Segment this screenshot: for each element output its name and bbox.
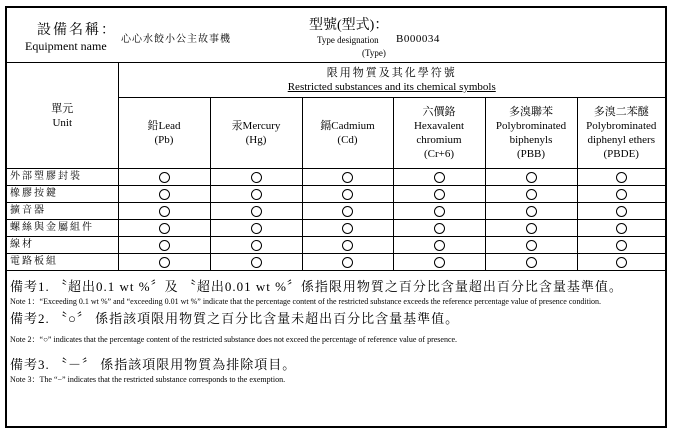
equipment-name-value: 心心水餃小公主故事機 xyxy=(121,34,231,45)
circle-compliant-icon xyxy=(342,257,353,268)
circle-compliant-icon xyxy=(342,189,353,200)
note-2-zh: 備考2. 〝○〞 係指該項限用物質之百分比含量未超出百分比含量基準值。 xyxy=(10,311,460,326)
circle-compliant-icon xyxy=(251,172,262,183)
table-cell xyxy=(393,237,485,254)
table-cell xyxy=(302,169,393,186)
table-cell xyxy=(393,203,485,220)
circle-compliant-icon xyxy=(616,240,627,251)
column-name-zh: 多溴聯苯 xyxy=(509,106,553,118)
circle-compliant-icon xyxy=(616,206,627,217)
circle-compliant-icon xyxy=(159,172,170,183)
equipment-label-zh: 設備名稱： xyxy=(37,23,117,38)
circle-compliant-icon xyxy=(526,240,537,251)
circle-compliant-icon xyxy=(616,257,627,268)
type-designation-value: B000034 xyxy=(396,33,440,45)
note-3-en: Note 3：The “−” indicates that the restricted substance corresponds to the exemption. xyxy=(10,375,286,384)
column-name-zh: 六價鉻 xyxy=(422,106,456,118)
table-cell xyxy=(393,254,485,271)
circle-compliant-icon xyxy=(434,223,445,234)
table-cell xyxy=(118,220,210,237)
circle-compliant-icon xyxy=(159,206,170,217)
note-1-en: Note 1：“Exceeding 0.1 wt %” and “exceeding 0.01 wt %” indicate that the percentage content of the restricted substance exceeds the reference percentage value of presence condition. xyxy=(10,297,602,306)
column-header-pbde xyxy=(577,98,665,169)
column-symbol: (Hg) xyxy=(245,134,267,146)
unit-header xyxy=(7,63,118,169)
circle-compliant-icon xyxy=(251,257,262,268)
column-name-en-2: biphenyls xyxy=(509,134,553,146)
note-1-zh: 備考1. 〝超出0.1 wt %〞及 〝超出0.01 wt %〞係指限用物質之百分比含量超出百分比含量基準值。 xyxy=(10,279,623,294)
table-cell xyxy=(118,237,210,254)
column-symbol: (Cr+6) xyxy=(423,148,455,160)
table-cell xyxy=(118,186,210,203)
table-row xyxy=(7,203,665,220)
table-cell xyxy=(210,203,302,220)
column-name-en: Hexavalent xyxy=(413,120,465,132)
circle-compliant-icon xyxy=(434,172,445,183)
circle-compliant-icon xyxy=(342,172,353,183)
table-cell xyxy=(577,254,665,271)
table-cell xyxy=(577,220,665,237)
row-unit-label: 線材 xyxy=(7,237,118,254)
table-cell xyxy=(302,220,393,237)
table-row xyxy=(7,254,665,271)
restricted-substances-table xyxy=(7,63,665,271)
column-name-zh: 多溴二苯醚 xyxy=(593,106,649,118)
column-header-mercury xyxy=(210,98,302,169)
circle-compliant-icon xyxy=(434,189,445,200)
row-unit-label: 擴音器 xyxy=(7,203,118,220)
table-cell xyxy=(302,203,393,220)
circle-compliant-icon xyxy=(616,172,627,183)
table-cell xyxy=(485,169,577,186)
table-cell xyxy=(485,203,577,220)
table-cell xyxy=(210,237,302,254)
column-name-en-2: chromium xyxy=(416,134,462,146)
note-3 xyxy=(10,356,660,386)
unit-header-zh: 單元 xyxy=(51,102,74,115)
column-name: 鎘Cadmium xyxy=(320,120,375,132)
circle-compliant-icon xyxy=(251,240,262,251)
form-header xyxy=(7,8,665,63)
type-label-en: Type designation xyxy=(317,35,379,45)
circle-compliant-icon xyxy=(342,223,353,234)
circle-compliant-icon xyxy=(616,223,627,234)
circle-compliant-icon xyxy=(159,223,170,234)
column-name: 汞Mercury xyxy=(231,120,281,132)
note-2-en: Note 2：“○” indicates that the percentage content of the restricted substance does not exceed the percentage of reference value of presence. xyxy=(10,335,458,344)
circle-compliant-icon xyxy=(616,189,627,200)
table-row xyxy=(7,169,665,186)
circle-compliant-icon xyxy=(526,257,537,268)
circle-compliant-icon xyxy=(526,206,537,217)
column-name: 鉛Lead xyxy=(147,120,181,132)
column-name-en: Polybrominated xyxy=(586,120,657,132)
column-symbol: (Cd) xyxy=(337,134,358,146)
table-cell xyxy=(118,254,210,271)
note-3-zh: 備考3. 〝－〞 係指該項限用物質為排除項目。 xyxy=(10,357,297,372)
row-unit-label: 螺絲與金屬組件 xyxy=(7,220,118,237)
table-row xyxy=(7,186,665,203)
circle-compliant-icon xyxy=(251,206,262,217)
table-cell xyxy=(210,220,302,237)
circle-compliant-icon xyxy=(251,189,262,200)
table-cell xyxy=(118,203,210,220)
circle-compliant-icon xyxy=(159,257,170,268)
circle-compliant-icon xyxy=(434,240,445,251)
circle-compliant-icon xyxy=(342,240,353,251)
table-cell xyxy=(393,169,485,186)
table-cell xyxy=(393,186,485,203)
table-cell xyxy=(485,237,577,254)
table-cell xyxy=(210,169,302,186)
table-row xyxy=(7,220,665,237)
rohs-declaration-form xyxy=(5,6,667,428)
table-cell xyxy=(577,203,665,220)
column-header-cadmium xyxy=(302,98,393,169)
table-cell xyxy=(577,237,665,254)
column-symbol: (PBB) xyxy=(516,148,546,160)
row-unit-label: 橡膠按鍵 xyxy=(7,186,118,203)
table-cell xyxy=(118,169,210,186)
column-header-hexavalent-chromium xyxy=(393,98,485,169)
table-cell xyxy=(210,186,302,203)
equipment-label-en: Equipment name xyxy=(25,39,107,53)
table-cell xyxy=(485,186,577,203)
circle-compliant-icon xyxy=(434,257,445,268)
column-name-en: Polybrominated xyxy=(495,120,567,132)
column-symbol: (PBDE) xyxy=(603,148,639,160)
note-1 xyxy=(10,278,660,308)
type-label-sub: (Type) xyxy=(362,48,386,58)
column-name-en-2: diphenyl ethers xyxy=(587,134,655,146)
circle-compliant-icon xyxy=(526,172,537,183)
circle-compliant-icon xyxy=(526,189,537,200)
circle-compliant-icon xyxy=(159,189,170,200)
table-cell xyxy=(302,186,393,203)
table-cell xyxy=(302,254,393,271)
table-cell xyxy=(485,220,577,237)
circle-compliant-icon xyxy=(342,206,353,217)
table-cell xyxy=(210,254,302,271)
table-cell xyxy=(302,237,393,254)
row-unit-label: 外部塑膠封裝 xyxy=(7,169,118,186)
circle-compliant-icon xyxy=(251,223,262,234)
notes-section xyxy=(10,278,660,386)
table-cell xyxy=(393,220,485,237)
circle-compliant-icon xyxy=(526,223,537,234)
row-unit-label: 電路板組 xyxy=(7,254,118,271)
column-symbol: (Pb) xyxy=(154,134,174,146)
table-cell xyxy=(485,254,577,271)
column-header-pbb xyxy=(485,98,577,169)
column-header-lead xyxy=(118,98,210,169)
substances-title-en: Restricted substances and its chemical symbols xyxy=(287,81,496,93)
table-cell xyxy=(577,169,665,186)
substances-title-zh: 限用物質及其化學符號 xyxy=(326,67,457,79)
circle-compliant-icon xyxy=(159,240,170,251)
unit-header-en: Unit xyxy=(52,116,73,129)
table-cell xyxy=(577,186,665,203)
type-label-zh: 型號(型式)： xyxy=(309,18,389,33)
note-2 xyxy=(10,310,660,346)
substances-title xyxy=(118,63,665,98)
circle-compliant-icon xyxy=(434,206,445,217)
table-row xyxy=(7,237,665,254)
